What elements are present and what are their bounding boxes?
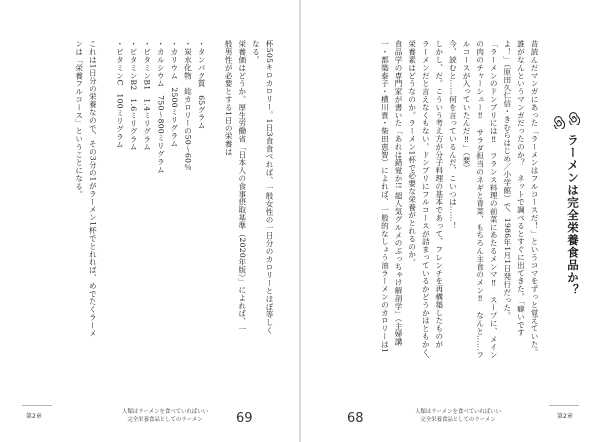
- right-page: [301, 0, 600, 442]
- text-line: 今、読むと……何を言っているんだ、こいつは……！: [448, 40, 458, 230]
- text-line: しかし、だ。こういう考え方が分子料理の基本であって、フレンチを再構築したものが: [434, 40, 444, 349]
- section-heading: [559, 112, 581, 302]
- text-line: なる。: [251, 40, 261, 64]
- chapter-label: 第2章: [557, 413, 573, 420]
- text-line: 一・都築泰子・横川貴・柴田恵智）によれば、一般的なしょう油ラーメンのカロリーは1: [380, 40, 390, 354]
- running-head: [393, 408, 523, 424]
- footer-rule: [22, 405, 52, 406]
- running-head-line2: 完全栄養食品としてのラーメン: [127, 417, 203, 423]
- text-line: ・ビタミンB1 1.4ミリグラム: [142, 40, 152, 151]
- chapter-label: 第2章: [26, 413, 42, 420]
- text-line: 「ラーメンのドンブリには‼ フランス料理の前菜にあたるメンマ‼ スープに、メイン: [489, 40, 499, 359]
- text-line: 栄養素はどうなのか。ラーメン1杯で必要な栄養がとれるのか。: [407, 40, 417, 267]
- right-page-footer: [301, 392, 600, 430]
- text-line: [208, 40, 222, 370]
- text-line: よ！」（原田久仁信・きむらはじめ／小学館）で、1986年1月1日発行だった。: [502, 40, 512, 320]
- text-line: ・カリウム 2500ミリグラム: [169, 40, 179, 148]
- text-line: 昔読んだマンガにあった「ラーメンはフルコースだ！」というコマをずっと覚えていた。: [530, 40, 539, 356]
- text-line: ンは「栄養フルコース」ということになる。: [74, 40, 84, 198]
- text-line: の肉のチャーシュー‼ サラダ担当のネギと青菜、もちろん主食のメン‼ なんと……フ: [475, 40, 485, 359]
- running-head-line1: 人類はラーメンを食べていればいい: [415, 409, 501, 415]
- text-line: ルコースが入っていたんだ‼」（要）: [462, 40, 472, 172]
- spiral-icon: [566, 112, 580, 129]
- text-line: 栄養価はどうか。厚生労働省「日本人の食事摂取基準（2020年版）」によれば、一: [237, 40, 247, 334]
- running-head-line1: 人類はラーメンを食べていればいい: [122, 409, 208, 415]
- text-line: ・ビタミンB2 1.6ミリグラム: [129, 40, 139, 151]
- text-line: これは1日分の栄養なので、その3分の1がラーメン1杯でとれれば、めでたくラーメ: [88, 40, 98, 338]
- spiral-icon: [551, 112, 565, 129]
- text-line: 杯505キロカロリー。1日3食食べれば、一般女性の一日分のカロリーとほぼ等しく: [265, 40, 274, 335]
- text-line: [99, 40, 113, 370]
- text-line: 誰がなんというマンガだったのか？ ネットで調べるとすぐに出てきた。「癖いです: [516, 40, 526, 337]
- text-line: 般男性が必要とする1日の栄養は: [224, 40, 234, 156]
- running-head: [100, 408, 230, 424]
- running-head-line2: 完全栄養食品としてのラーメン: [420, 417, 496, 423]
- left-page-footer: [0, 392, 299, 430]
- footer-rule: [549, 405, 579, 406]
- text-line: ・ビタミンC 100ミリグラム: [115, 40, 125, 149]
- text-line: ・タンパク質 65グラム: [197, 40, 207, 130]
- text-line: ・カルシウム 750〜800ミリグラム: [156, 40, 166, 174]
- section-heading-text: ラーメンは完全栄養食品か？: [566, 134, 580, 297]
- text-line: ラーメンだと言えなくもない。ドンブリにフルコースが詰まっているかどうかはともかく、: [421, 40, 431, 364]
- text-line: ・炭水化物 総カロリーの50〜60％: [183, 40, 193, 172]
- page-number: 69: [236, 411, 253, 426]
- left-page-body: [26, 40, 276, 370]
- left-page: [0, 0, 299, 442]
- text-line: 食品学の専門家が書いた「あれは錯覚か!! 超人気グルメのぶっちゃけ解剖学」（主婦講: [394, 40, 404, 346]
- right-page-body: [319, 40, 541, 370]
- page-number: 68: [347, 411, 364, 426]
